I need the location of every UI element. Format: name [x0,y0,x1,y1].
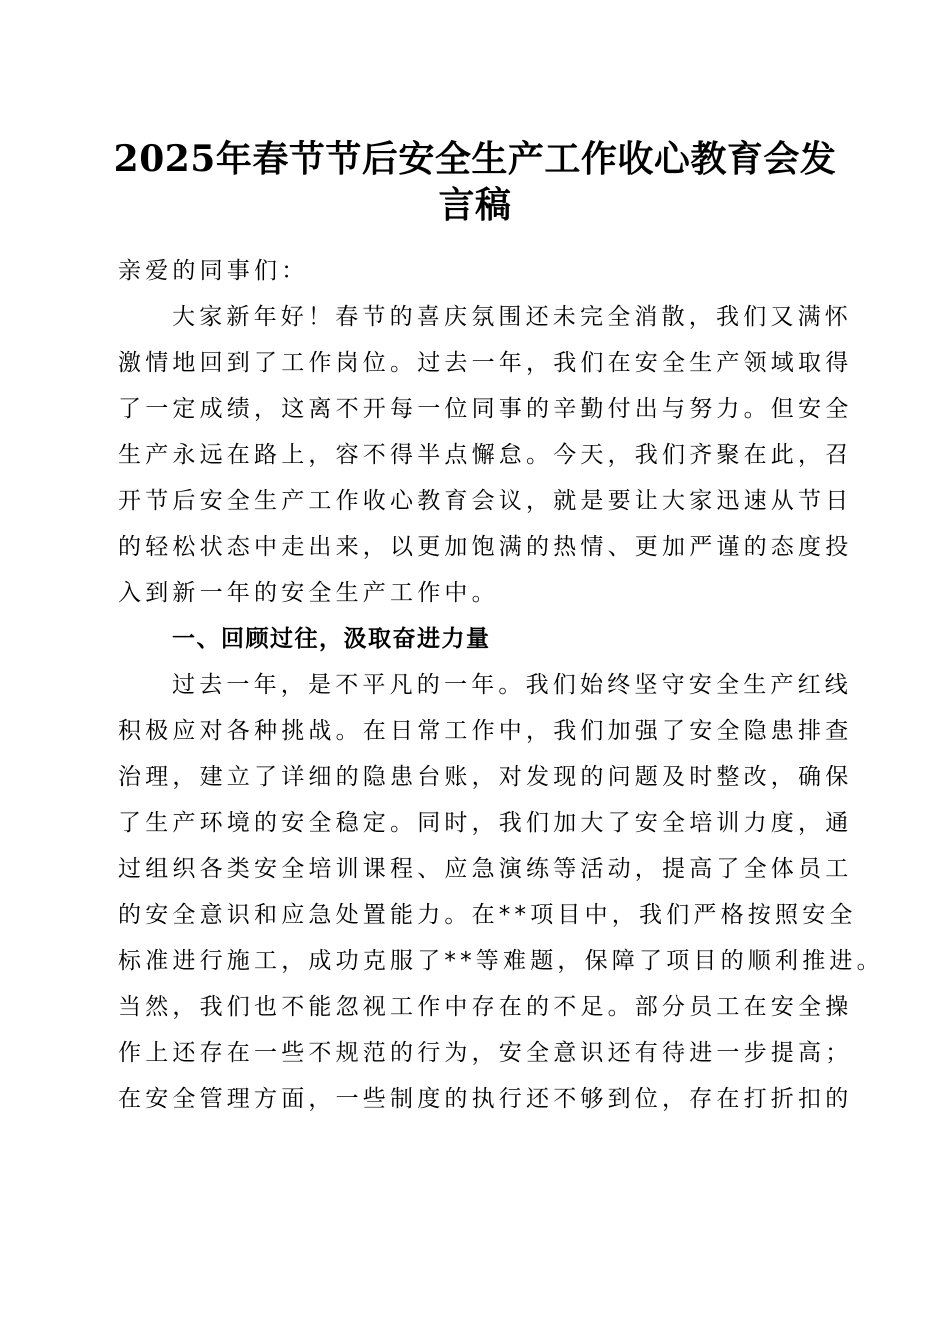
paragraph-1-line: 大家新年好！春节的喜庆氛围还未完全消散，我们又满怀 [172,304,852,330]
paragraph-1-line: 了一定成绩，这离不开每一位同事的辛勤付出与努力。但安全 [118,396,853,422]
paragraph-2-line: 了生产环境的安全稳定。同时，我们加大了安全培训力度，通 [118,810,853,836]
paragraph-1-line: 入到新一年的安全生产工作中。 [118,580,499,606]
title-line-1: 2025年春节节后安全生产工作收心教育会发 [113,138,837,180]
paragraph-1 [118,294,853,616]
document-title [100,136,850,228]
section-heading-1: 一、回顾过往，汲取奋进力量 [172,626,491,652]
paragraph-2-line: 的安全意识和应急处置能力。在**项目中，我们严格按照安全 [118,902,857,928]
paragraph-1-line: 激情地回到了工作岗位。过去一年，我们在安全生产领域取得 [118,350,853,376]
paragraph-2-line: 作上还存在一些不规范的行为，安全意识还有待进一步提高； [118,1040,853,1066]
paragraph-2-line: 在安全管理方面，一些制度的执行还不够到位，存在打折扣的 [118,1086,853,1112]
paragraph-1-line: 的轻松状态中走出来，以更加饱满的热情、更加严谨的态度投 [118,534,853,560]
paragraph-2-line: 过组织各类安全培训课程、应急演练等活动，提高了全体员工 [118,856,853,882]
salutation: 亲爱的同事们： [118,258,309,284]
document-body [118,248,884,1122]
paragraph-2-line: 积极应对各种挑战。在日常工作中，我们加强了安全隐患排查 [118,718,853,744]
paragraph-1-line: 生产永远在路上，容不得半点懈怠。今天，我们齐聚在此，召 [118,442,853,468]
paragraph-1-line: 开节后安全生产工作收心教育会议，就是要让大家迅速从节日 [118,488,853,514]
paragraph-2 [118,662,884,1122]
paragraph-2-line: 过去一年，是不平凡的一年。我们始终坚守安全生产红线 [172,672,852,698]
paragraph-2-line: 治理，建立了详细的隐患台账，对发现的问题及时整改，确保 [118,764,853,790]
paragraph-2-line: 标准进行施工，成功克服了**等难题，保障了项目的顺利推进。 [118,948,884,974]
title-line-2: 言稿 [438,184,512,226]
paragraph-2-line: 当然，我们也不能忽视工作中存在的不足。部分员工在安全操 [118,994,853,1020]
